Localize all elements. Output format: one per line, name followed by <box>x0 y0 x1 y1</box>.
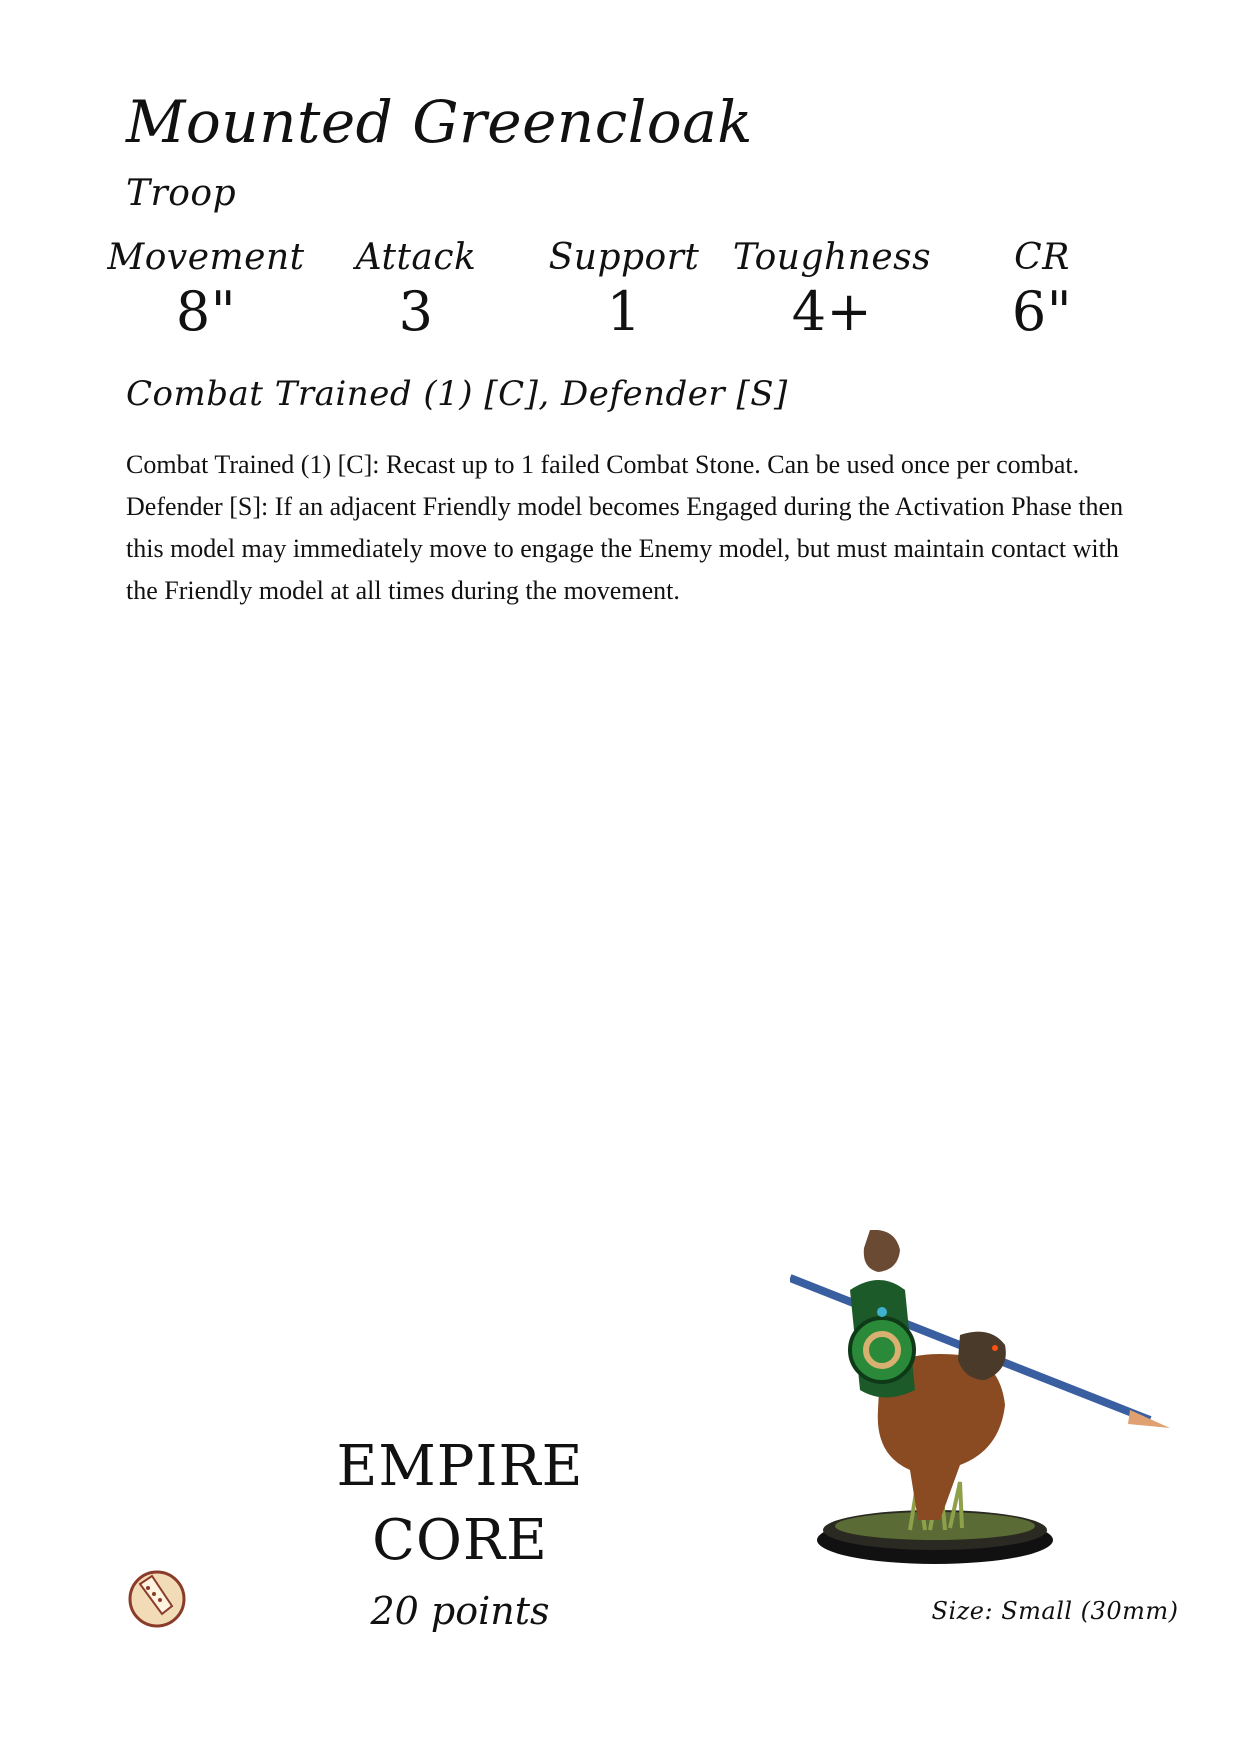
stat-label: Toughness <box>732 237 932 278</box>
stat-value: 4+ <box>791 280 873 343</box>
stat-cr <box>942 236 1142 344</box>
stats-row <box>107 236 1126 346</box>
stat-label: Support <box>548 237 700 278</box>
stat-value: 6" <box>1011 280 1073 343</box>
rule-defender: Defender [S]: If an adjacent Friendly model becomes Engaged during the Activation Phase then this model may immediately move to engage the Enemy model, but must maintain contact with the Friendly model at all times during the movement. <box>126 492 1124 605</box>
card-type: Troop <box>126 173 237 214</box>
card-title: Mounted Greencloak <box>126 88 753 156</box>
stat-value: 8" <box>175 280 237 343</box>
faction-block <box>300 1430 620 1636</box>
hand-seal-icon <box>126 1566 188 1628</box>
faction-category: CORE <box>372 1508 548 1573</box>
stat-support <box>524 236 724 344</box>
stat-value: 3 <box>398 280 434 343</box>
stat-toughness <box>732 236 932 344</box>
faction-name: EMPIRE <box>336 1434 584 1499</box>
stat-attack <box>316 236 516 344</box>
stat-movement <box>106 236 306 344</box>
stat-label: Attack <box>355 237 477 278</box>
model-size: Size: Small (30mm) <box>931 1597 1179 1625</box>
stat-value: 1 <box>606 280 642 343</box>
points-cost: 20 points <box>370 1589 550 1633</box>
rule-combat-trained: Combat Trained (1) [C]: Recast up to 1 failed Combat Stone. Can be used once per combat. <box>126 450 1080 479</box>
stat-label: CR <box>1014 237 1070 278</box>
miniature-photo <box>790 1230 1180 1570</box>
rules-text <box>126 444 1136 612</box>
stat-label: Movement <box>107 237 305 278</box>
abilities-summary: Combat Trained (1) [C], Defender [S] <box>126 374 788 414</box>
